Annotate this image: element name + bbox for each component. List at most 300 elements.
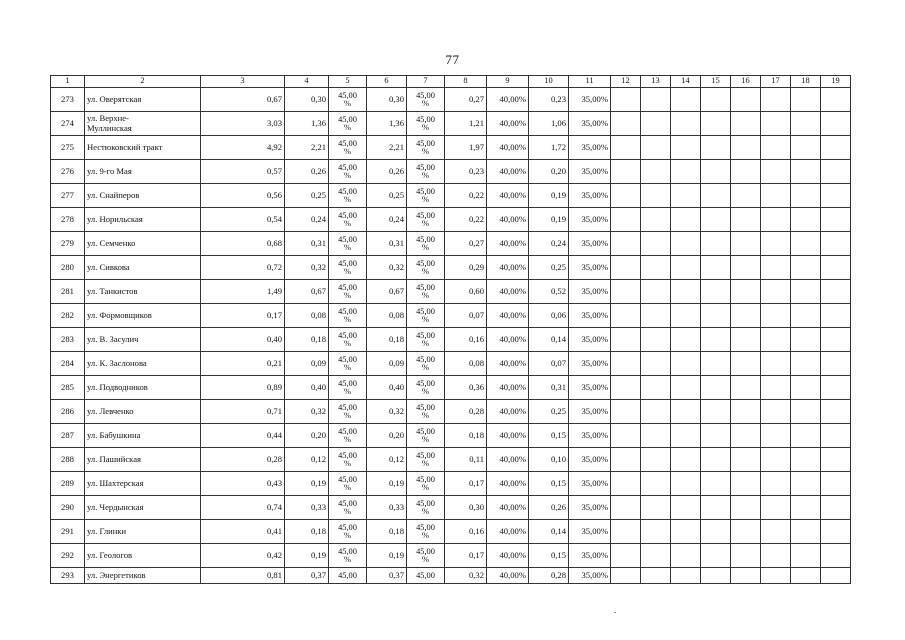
empty-cell [671, 256, 701, 280]
value-cell: 0,42 [201, 544, 285, 568]
percent-cell: 45,00 % [407, 424, 445, 448]
empty-cell [671, 304, 701, 328]
empty-cell [611, 352, 641, 376]
column-number-19: 19 [821, 76, 851, 88]
value-cell: 0,14 [529, 520, 569, 544]
page-number: 77 [445, 52, 460, 67]
street-name-cell: ул. Шахтерская [85, 472, 201, 496]
row-number-cell: 283 [51, 328, 85, 352]
street-name-cell: ул. Семченко [85, 232, 201, 256]
empty-cell [611, 400, 641, 424]
value-cell: 0,30 [285, 88, 329, 112]
percent-cell: 45,00 % [407, 544, 445, 568]
empty-cell [611, 496, 641, 520]
column-number-9: 9 [487, 76, 529, 88]
table-row [51, 256, 851, 280]
value-cell: 0,67 [367, 280, 407, 304]
empty-cell [821, 400, 851, 424]
empty-cell [761, 280, 791, 304]
empty-cell [671, 160, 701, 184]
empty-cell [731, 208, 761, 232]
empty-cell [761, 544, 791, 568]
empty-cell [701, 520, 731, 544]
empty-cell [731, 160, 761, 184]
percent-cell: 35,00% [569, 232, 611, 256]
value-cell: 0,20 [285, 424, 329, 448]
empty-cell [641, 520, 671, 544]
empty-cell [761, 136, 791, 160]
empty-cell [671, 448, 701, 472]
empty-cell [731, 232, 761, 256]
percent-cell: 40,00% [487, 184, 529, 208]
empty-cell [821, 304, 851, 328]
percent-cell: 45,00 % [329, 400, 367, 424]
empty-cell [671, 112, 701, 136]
street-name-cell: ул. Глинки [85, 520, 201, 544]
table-row [51, 400, 851, 424]
street-name-cell: ул. Геологов [85, 544, 201, 568]
percent-cell: 35,00% [569, 424, 611, 448]
column-number-4: 4 [285, 76, 329, 88]
empty-cell [731, 328, 761, 352]
empty-cell [731, 304, 761, 328]
empty-cell [731, 568, 761, 584]
percent-cell: 40,00% [487, 496, 529, 520]
percent-cell: 35,00% [569, 568, 611, 584]
table-row [51, 352, 851, 376]
empty-cell [791, 496, 821, 520]
empty-cell [791, 136, 821, 160]
empty-cell [791, 256, 821, 280]
value-cell: 0,18 [367, 328, 407, 352]
percent-cell: 45,00 % [329, 136, 367, 160]
percent-cell: 35,00% [569, 400, 611, 424]
empty-cell [701, 136, 731, 160]
value-cell: 0,32 [285, 400, 329, 424]
table-row [51, 544, 851, 568]
empty-cell [791, 88, 821, 112]
value-cell: 0,52 [529, 280, 569, 304]
percent-cell: 35,00% [569, 544, 611, 568]
table-row [51, 112, 851, 136]
percent-cell: 45,00 % [407, 256, 445, 280]
row-number-cell: 279 [51, 232, 85, 256]
empty-cell [611, 544, 641, 568]
empty-cell [701, 232, 731, 256]
row-number-cell: 290 [51, 496, 85, 520]
row-number-cell: 273 [51, 88, 85, 112]
value-cell: 0,31 [529, 376, 569, 400]
street-name-cell: Нестюковский тракт [85, 136, 201, 160]
empty-cell [641, 472, 671, 496]
percent-cell: 45,00 % [407, 496, 445, 520]
table-row [51, 328, 851, 352]
value-cell: 0,15 [529, 544, 569, 568]
street-name-cell: ул. Бабушкина [85, 424, 201, 448]
value-cell: 0,28 [529, 568, 569, 584]
street-name-cell: ул. Энергетиков [85, 568, 201, 584]
column-number-16: 16 [731, 76, 761, 88]
empty-cell [611, 184, 641, 208]
empty-cell [701, 88, 731, 112]
column-number-10: 10 [529, 76, 569, 88]
value-cell: 0,67 [201, 88, 285, 112]
row-number-cell: 288 [51, 448, 85, 472]
empty-cell [671, 280, 701, 304]
column-number-12: 12 [611, 76, 641, 88]
percent-cell: 45,00 % [407, 208, 445, 232]
percent-cell: 35,00% [569, 256, 611, 280]
percent-cell: 45,00 % [329, 496, 367, 520]
value-cell: 1,06 [529, 112, 569, 136]
percent-cell: 40,00% [487, 400, 529, 424]
percent-cell: 35,00% [569, 160, 611, 184]
value-cell: 0,19 [367, 472, 407, 496]
empty-cell [821, 280, 851, 304]
empty-cell [791, 280, 821, 304]
percent-cell: 40,00% [487, 520, 529, 544]
empty-cell [761, 568, 791, 584]
row-number-cell: 280 [51, 256, 85, 280]
empty-cell [821, 112, 851, 136]
value-cell: 0,68 [201, 232, 285, 256]
percent-cell: 35,00% [569, 184, 611, 208]
percent-cell: 35,00% [569, 280, 611, 304]
empty-cell [761, 520, 791, 544]
empty-cell [731, 256, 761, 280]
table-row [51, 136, 851, 160]
empty-cell [611, 88, 641, 112]
empty-cell [761, 352, 791, 376]
empty-cell [791, 376, 821, 400]
percent-cell: 45,00 % [407, 160, 445, 184]
value-cell: 0,09 [367, 352, 407, 376]
value-cell: 0,32 [285, 256, 329, 280]
column-number-17: 17 [761, 76, 791, 88]
value-cell: 0,10 [529, 448, 569, 472]
percent-cell: 40,00% [487, 160, 529, 184]
value-cell: 0,30 [367, 88, 407, 112]
percent-cell: 45,00 % [329, 352, 367, 376]
street-name-cell: ул. Норильская [85, 208, 201, 232]
data-table [50, 75, 851, 584]
street-name-cell: ул. В. Засулич [85, 328, 201, 352]
empty-cell [731, 472, 761, 496]
empty-cell [821, 568, 851, 584]
empty-cell [641, 448, 671, 472]
percent-cell: 35,00% [569, 448, 611, 472]
empty-cell [641, 328, 671, 352]
percent-cell: 45,00 % [329, 280, 367, 304]
empty-cell [701, 280, 731, 304]
value-cell: 0,08 [367, 304, 407, 328]
column-number-13: 13 [641, 76, 671, 88]
empty-cell [791, 232, 821, 256]
percent-cell: 40,00% [487, 376, 529, 400]
value-cell: 0,09 [285, 352, 329, 376]
empty-cell [761, 232, 791, 256]
value-cell: 0,17 [445, 544, 487, 568]
empty-cell [701, 208, 731, 232]
percent-cell: 45,00 % [329, 232, 367, 256]
percent-cell: 35,00% [569, 88, 611, 112]
percent-cell: 45,00 % [329, 160, 367, 184]
empty-cell [641, 400, 671, 424]
value-cell: 0,24 [367, 208, 407, 232]
table-row [51, 496, 851, 520]
table-row [51, 424, 851, 448]
value-cell: 0,40 [201, 328, 285, 352]
empty-cell [731, 448, 761, 472]
empty-cell [821, 544, 851, 568]
percent-cell: 40,00% [487, 568, 529, 584]
table-row [51, 304, 851, 328]
empty-cell [761, 112, 791, 136]
empty-cell [641, 112, 671, 136]
column-number-18: 18 [791, 76, 821, 88]
value-cell: 1,36 [367, 112, 407, 136]
empty-cell [611, 160, 641, 184]
empty-cell [641, 544, 671, 568]
empty-cell [671, 232, 701, 256]
percent-cell: 45,00 % [407, 184, 445, 208]
value-cell: 0,19 [285, 472, 329, 496]
value-cell: 0,20 [529, 160, 569, 184]
value-cell: 0,19 [529, 184, 569, 208]
value-cell: 0,41 [201, 520, 285, 544]
value-cell: 1,36 [285, 112, 329, 136]
value-cell: 0,28 [445, 400, 487, 424]
empty-cell [641, 376, 671, 400]
percent-cell: 35,00% [569, 304, 611, 328]
value-cell: 0,18 [445, 424, 487, 448]
empty-cell [731, 136, 761, 160]
value-cell: 0,72 [201, 256, 285, 280]
empty-cell [791, 112, 821, 136]
empty-cell [761, 304, 791, 328]
empty-cell [611, 376, 641, 400]
percent-cell: 40,00% [487, 232, 529, 256]
value-cell: 1,21 [445, 112, 487, 136]
table-row [51, 88, 851, 112]
value-cell: 0,54 [201, 208, 285, 232]
value-cell: 0,12 [367, 448, 407, 472]
street-name-cell: ул. Формовщиков [85, 304, 201, 328]
empty-cell [791, 304, 821, 328]
empty-cell [701, 496, 731, 520]
empty-cell [761, 328, 791, 352]
value-cell: 0,32 [367, 256, 407, 280]
empty-cell [731, 520, 761, 544]
value-cell: 0,17 [201, 304, 285, 328]
empty-cell [641, 136, 671, 160]
table-row [51, 280, 851, 304]
empty-cell [761, 496, 791, 520]
empty-cell [791, 352, 821, 376]
empty-cell [821, 136, 851, 160]
column-number-5: 5 [329, 76, 367, 88]
empty-cell [671, 472, 701, 496]
percent-cell: 45,00 % [329, 376, 367, 400]
column-number-11: 11 [569, 76, 611, 88]
percent-cell: 45,00 % [407, 376, 445, 400]
empty-cell [791, 568, 821, 584]
empty-cell [641, 496, 671, 520]
percent-cell: 45,00 % [407, 520, 445, 544]
value-cell: 0,74 [201, 496, 285, 520]
percent-cell: 45,00 % [329, 112, 367, 136]
empty-cell [791, 160, 821, 184]
empty-cell [671, 328, 701, 352]
row-number-cell: 291 [51, 520, 85, 544]
empty-cell [761, 400, 791, 424]
row-number-cell: 275 [51, 136, 85, 160]
value-cell: 0,15 [529, 424, 569, 448]
percent-cell: 45,00 % [407, 136, 445, 160]
empty-cell [701, 256, 731, 280]
table-row [51, 520, 851, 544]
empty-cell [641, 160, 671, 184]
empty-cell [761, 184, 791, 208]
empty-cell [731, 184, 761, 208]
percent-cell: 40,00% [487, 448, 529, 472]
column-number-3: 3 [201, 76, 285, 88]
percent-cell: 45,00 % [329, 544, 367, 568]
street-name-cell: ул. Подводников [85, 376, 201, 400]
value-cell: 0,32 [445, 568, 487, 584]
row-number-cell: 276 [51, 160, 85, 184]
empty-cell [731, 352, 761, 376]
empty-cell [611, 448, 641, 472]
percent-cell: 45,00 % [329, 208, 367, 232]
street-name-cell: ул. Снайперов [85, 184, 201, 208]
percent-cell: 45,00 % [407, 280, 445, 304]
empty-cell [821, 160, 851, 184]
value-cell: 0,08 [445, 352, 487, 376]
value-cell: 0,81 [201, 568, 285, 584]
value-cell: 0,57 [201, 160, 285, 184]
percent-cell: 40,00% [487, 136, 529, 160]
empty-cell [611, 520, 641, 544]
value-cell: 0,89 [201, 376, 285, 400]
table-row [51, 472, 851, 496]
row-number-cell: 292 [51, 544, 85, 568]
empty-cell [791, 400, 821, 424]
value-cell: 4,92 [201, 136, 285, 160]
value-cell: 0,18 [367, 520, 407, 544]
value-cell: 0,22 [445, 208, 487, 232]
empty-cell [641, 184, 671, 208]
column-number-7: 7 [407, 76, 445, 88]
empty-cell [701, 352, 731, 376]
empty-cell [611, 568, 641, 584]
percent-cell: 45,00 % [329, 472, 367, 496]
empty-cell [791, 328, 821, 352]
value-cell: 0,30 [445, 496, 487, 520]
value-cell: 0,25 [529, 256, 569, 280]
empty-cell [731, 400, 761, 424]
percent-cell: 45,00 % [407, 352, 445, 376]
percent-cell: 45,00 % [407, 472, 445, 496]
value-cell: 0,18 [285, 328, 329, 352]
empty-cell [611, 472, 641, 496]
empty-cell [671, 352, 701, 376]
empty-cell [611, 112, 641, 136]
value-cell: 1,49 [201, 280, 285, 304]
percent-cell: 45,00 [329, 568, 367, 584]
value-cell: 0,18 [285, 520, 329, 544]
percent-cell: 45,00 [407, 568, 445, 584]
empty-cell [671, 400, 701, 424]
value-cell: 0,37 [285, 568, 329, 584]
percent-cell: 45,00 % [329, 448, 367, 472]
empty-cell [821, 208, 851, 232]
percent-cell: 40,00% [487, 88, 529, 112]
percent-cell: 45,00 % [407, 400, 445, 424]
value-cell: 0,40 [285, 376, 329, 400]
percent-cell: 35,00% [569, 496, 611, 520]
percent-cell: 35,00% [569, 376, 611, 400]
empty-cell [821, 352, 851, 376]
empty-cell [731, 112, 761, 136]
table-row [51, 568, 851, 584]
empty-cell [821, 184, 851, 208]
value-cell: 0,23 [529, 88, 569, 112]
empty-cell [701, 400, 731, 424]
empty-cell [701, 424, 731, 448]
empty-cell [761, 472, 791, 496]
percent-cell: 35,00% [569, 208, 611, 232]
value-cell: 0,21 [201, 352, 285, 376]
empty-cell [821, 496, 851, 520]
empty-cell [821, 424, 851, 448]
empty-cell [821, 232, 851, 256]
percent-cell: 45,00 % [329, 520, 367, 544]
value-cell: 0,33 [285, 496, 329, 520]
column-number-14: 14 [671, 76, 701, 88]
empty-cell [761, 256, 791, 280]
empty-cell [611, 328, 641, 352]
empty-cell [611, 136, 641, 160]
empty-cell [671, 520, 701, 544]
empty-cell [671, 544, 701, 568]
empty-cell [701, 472, 731, 496]
column-number-8: 8 [445, 76, 487, 88]
scan-speck [614, 612, 616, 613]
street-name-cell: ул. К. Заслонова [85, 352, 201, 376]
empty-cell [821, 520, 851, 544]
table-row [51, 376, 851, 400]
row-number-cell: 282 [51, 304, 85, 328]
empty-cell [671, 136, 701, 160]
value-cell: 0,60 [445, 280, 487, 304]
street-name-cell: ул. Оверятская [85, 88, 201, 112]
value-cell: 1,97 [445, 136, 487, 160]
empty-cell [641, 568, 671, 584]
empty-cell [611, 208, 641, 232]
percent-cell: 40,00% [487, 424, 529, 448]
percent-cell: 45,00 % [329, 328, 367, 352]
empty-cell [761, 424, 791, 448]
percent-cell: 40,00% [487, 280, 529, 304]
empty-cell [731, 376, 761, 400]
empty-cell [731, 544, 761, 568]
table-row [51, 184, 851, 208]
empty-cell [821, 448, 851, 472]
percent-cell: 40,00% [487, 328, 529, 352]
value-cell: 0,19 [529, 208, 569, 232]
percent-cell: 45,00 % [407, 88, 445, 112]
